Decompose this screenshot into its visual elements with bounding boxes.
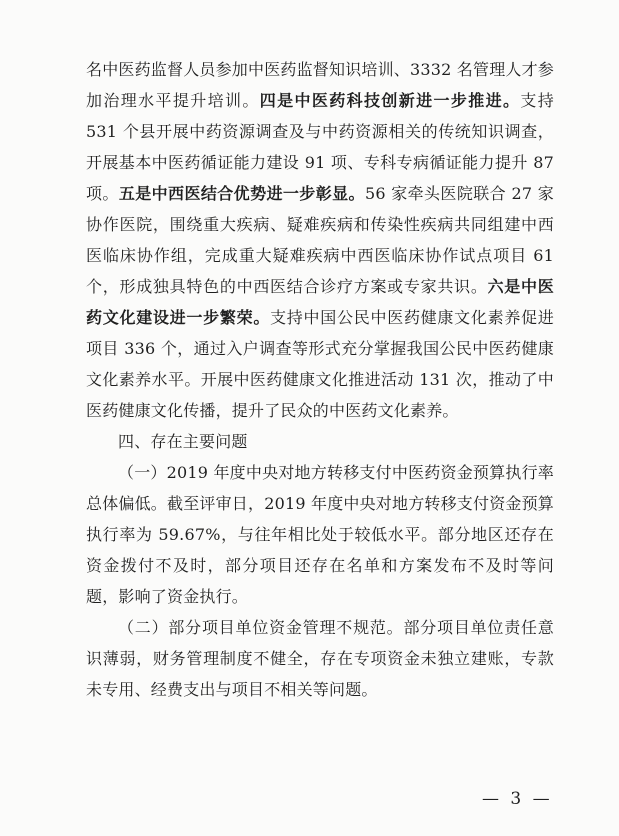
bold-highlight-tech-innovation: 四是中医药科技创新进一步推进。: [259, 91, 521, 110]
bold-highlight-culture: 六是中医药文化建设进一步繁荣。: [86, 277, 554, 327]
document-body: [86, 54, 554, 705]
section-heading: 四、存在主要问题: [118, 432, 248, 451]
paragraph-text: 56 家牵头医院联合 27 家协作医院，围绕重大疾病、疑难疾病和传染性疾病共同组建中西医临床协作组，完成重大疑难疾病中西医临床协作试点项目 61个，形成独具特色的中西医结合诊疗方案或专家共识。: [86, 184, 554, 296]
paragraph-text: 支持531 个县开展中药资源调查及与中药资源相关的传统知识调查，开展基本中医药循证能力建设 91 项、专科专病循证能力提升 87项。: [86, 91, 554, 203]
paragraph-budget-execution: （一）2019 年度中央对地方转移支付中医药资金预算执行率总体偏低。截至评审日，2019 年度中央对地方转移支付资金预算执行率为 59.67%，与往年相比处于较低水平。部分地区还存在资金拨付不及时，部分项目还存在名单和方案发布不及时等问题，影响了资金执行。: [86, 463, 555, 606]
paragraph-fund-management: （二）部分项目单位资金管理不规范。部分项目单位责任意识薄弱，财务管理制度不健全，存在专项资金未独立建账，专款未专用、经费支出与项目不相关等问题。: [86, 618, 554, 699]
paragraph-achievements: [86, 54, 554, 426]
bold-highlight-integration: 五是中西医结合优势进一步彰显。: [118, 184, 365, 203]
paragraph-text: 名中医药监督人员参加中医药监督知识培训、3332 名管理人才参加治理水平提升培训。: [86, 60, 555, 110]
paragraph-text: 支持中国公民中医药健康文化素养促进项目 336 个，通过入户调查等形式充分掌握我国公民中医药健康文化素养水平。开展中医药健康文化推进活动 131 次，推动了中医药健康文化传播，提升了民众的中医药文化素养。: [86, 308, 555, 420]
page-number: — 3 —: [482, 789, 553, 809]
